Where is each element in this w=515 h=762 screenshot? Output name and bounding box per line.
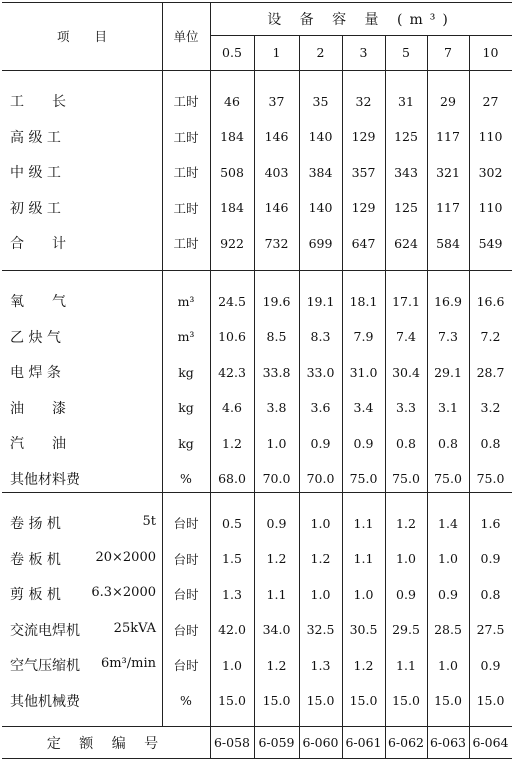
value-cell: 7.3 (438, 329, 458, 344)
value-cell: 1.3 (222, 586, 242, 602)
row-spec: 5t (142, 514, 156, 529)
quota-code: 6-061 (345, 735, 382, 750)
value-cell: 4.6 (222, 400, 242, 415)
capacity-header-5: 7 (444, 45, 452, 60)
row-unit: 工时 (173, 236, 199, 251)
value-cell: 140 (308, 129, 333, 144)
value-cell: 184 (220, 129, 244, 144)
value-cell: 922 (220, 235, 244, 251)
group-divider (2, 270, 512, 271)
row-spec: 25kVA (113, 620, 156, 636)
value-cell: 1.6 (480, 515, 501, 531)
row-unit: kg (178, 364, 194, 380)
value-cell: 1.2 (266, 551, 287, 566)
value-cell: 15.0 (476, 693, 505, 708)
value-cell: 17.1 (392, 293, 420, 309)
value-cell: 110 (478, 129, 503, 144)
row-unit: 工时 (173, 200, 199, 216)
value-cell: 125 (394, 200, 418, 215)
row-unit: % (180, 693, 192, 708)
row-name: 高 级 工 (10, 129, 61, 146)
value-cell: 30.5 (349, 622, 378, 637)
value-cell: 3.2 (480, 400, 501, 415)
value-cell: 0.9 (310, 435, 331, 451)
row-unit: 工时 (173, 94, 199, 109)
value-cell: 7.9 (353, 329, 374, 344)
value-cell: 117 (436, 200, 460, 215)
value-cell: 0.9 (438, 586, 458, 602)
value-cell: 1.1 (353, 515, 374, 531)
value-cell: 0.8 (438, 435, 458, 451)
value-cell: 68.0 (218, 471, 246, 486)
value-cell: 1.2 (310, 551, 331, 566)
value-cell: 146 (264, 129, 289, 144)
row-unit: 台时 (173, 658, 199, 673)
value-cell: 8.3 (310, 329, 331, 344)
value-cell: 24.5 (218, 293, 246, 309)
value-cell: 29.1 (434, 364, 462, 380)
row-name: 工 长 (10, 94, 66, 110)
value-cell: 0.9 (480, 551, 501, 566)
value-cell: 8.5 (266, 329, 287, 344)
row-name: 交流电焊机 (10, 622, 80, 639)
quota-code: 6-058 (213, 735, 251, 750)
value-cell: 129 (351, 129, 376, 144)
row-name: 剪 板 机 (10, 587, 61, 603)
value-cell: 3.3 (396, 400, 416, 415)
value-cell: 3.8 (266, 400, 287, 415)
quota-table (2, 2, 512, 759)
value-cell: 1.0 (266, 435, 287, 451)
row-unit: m³ (177, 329, 195, 344)
value-cell: 15.0 (306, 693, 335, 708)
header-unit: 单位 (173, 29, 199, 44)
value-cell: 19.6 (262, 293, 291, 309)
value-cell: 31.0 (349, 364, 378, 380)
value-cell: 508 (220, 164, 244, 180)
value-cell: 1.1 (396, 657, 416, 673)
row-unit: 台时 (173, 587, 199, 602)
value-cell: 0.9 (480, 657, 501, 673)
value-cell: 146 (264, 200, 289, 215)
value-cell: 1.2 (353, 657, 374, 673)
value-cell: 1.2 (222, 435, 242, 451)
value-cell: 1.2 (266, 657, 287, 673)
value-cell: 0.8 (396, 435, 416, 451)
value-cell: 29 (440, 93, 456, 109)
row-name: 油 漆 (10, 400, 66, 417)
value-cell: 302 (478, 164, 503, 180)
value-cell: 15.0 (349, 693, 378, 708)
capacity-header-2: 2 (316, 45, 325, 60)
value-cell: 321 (436, 164, 460, 180)
row-unit: 台时 (173, 551, 199, 567)
row-name: 空气压缩机 (10, 658, 80, 674)
value-cell: 32 (355, 93, 372, 109)
quota-code: 6-063 (429, 735, 467, 750)
capacity-header-0: 0.5 (222, 45, 242, 60)
value-cell: 16.6 (476, 293, 505, 309)
value-cell: 125 (394, 129, 418, 144)
value-cell: 647 (351, 235, 376, 251)
value-cell: 624 (394, 235, 418, 251)
value-cell: 0.9 (353, 435, 374, 451)
value-cell: 19.1 (306, 293, 335, 309)
quota-code: 6-064 (472, 735, 509, 750)
value-cell: 584 (436, 235, 460, 251)
value-cell: 117 (436, 129, 460, 144)
value-cell: 16.9 (434, 293, 462, 309)
value-cell: 549 (478, 235, 503, 251)
value-cell: 33.8 (262, 364, 291, 380)
value-cell: 1.0 (353, 586, 374, 602)
value-cell: 1.1 (266, 586, 287, 602)
value-cell: 10.6 (218, 329, 246, 344)
value-cell: 46 (224, 93, 240, 109)
header-bottom-border (2, 70, 512, 71)
row-unit: kg (178, 400, 194, 415)
value-cell: 140 (308, 200, 333, 215)
row-unit: 工时 (173, 165, 199, 180)
value-cell: 699 (308, 235, 333, 251)
row-name: 电 焊 条 (10, 365, 61, 381)
value-cell: 33.0 (306, 364, 335, 380)
value-cell: 75.0 (392, 471, 420, 486)
value-cell: 129 (351, 200, 376, 215)
value-cell: 30.4 (392, 364, 420, 380)
row-unit: 台时 (173, 516, 199, 531)
value-cell: 1.1 (353, 551, 374, 566)
value-cell: 29.5 (392, 622, 420, 637)
footer-label: 定 额 编 号 (46, 735, 166, 752)
value-cell: 3.4 (353, 400, 374, 415)
value-cell: 34.0 (262, 622, 291, 637)
header-capacity: 设 备 容 量 (m³) (267, 11, 455, 28)
capacity-header-1: 1 (272, 45, 281, 60)
value-cell: 15.0 (392, 693, 420, 708)
row-name: 氧 气 (10, 294, 66, 310)
value-cell: 7.2 (480, 329, 501, 344)
value-cell: 110 (478, 200, 503, 215)
value-cell: 0.9 (266, 515, 287, 531)
value-cell: 42.0 (218, 622, 246, 637)
row-name: 卷 板 机 (10, 551, 61, 568)
capacity-header-4: 5 (402, 45, 410, 60)
row-name: 中 级 工 (10, 165, 61, 181)
value-cell: 1.0 (396, 551, 416, 566)
row-spec: 20×2000 (95, 549, 156, 565)
value-cell: 37 (268, 93, 285, 109)
value-cell: 1.3 (310, 657, 331, 673)
value-cell: 732 (264, 235, 289, 251)
value-cell: 1.0 (310, 515, 331, 531)
value-cell: 0.9 (396, 586, 416, 602)
value-cell: 343 (394, 164, 418, 180)
row-unit: 台时 (173, 622, 199, 638)
value-cell: 15.0 (434, 693, 462, 708)
value-cell: 28.5 (434, 622, 462, 637)
value-cell: 31 (398, 93, 414, 109)
value-cell: 75.0 (434, 471, 462, 486)
value-cell: 15.0 (262, 693, 291, 708)
value-cell: 1.0 (310, 586, 331, 602)
row-name: 合 计 (10, 236, 66, 252)
row-spec: 6.3×2000 (91, 585, 156, 600)
value-cell: 7.4 (396, 329, 416, 344)
value-cell: 403 (264, 164, 289, 180)
row-name: 其他机械费 (10, 693, 80, 710)
value-cell: 42.3 (218, 364, 246, 380)
value-cell: 28.7 (476, 364, 505, 380)
value-cell: 18.1 (349, 293, 378, 309)
value-cell: 357 (351, 164, 376, 180)
row-unit: kg (178, 435, 194, 451)
value-cell: 1.4 (438, 515, 458, 531)
row-spec: 6m³/min (100, 656, 156, 671)
value-cell: 70.0 (262, 471, 291, 486)
value-cell: 1.0 (222, 657, 242, 673)
row-name: 初 级 工 (10, 200, 61, 217)
value-cell: 0.8 (480, 586, 501, 602)
header-item: 项 目 (56, 29, 107, 44)
quota-code: 6-059 (258, 735, 295, 750)
value-cell: 1.0 (438, 657, 458, 673)
value-cell: 15.0 (218, 693, 246, 708)
value-cell: 75.0 (476, 471, 505, 486)
row-name: 卷 扬 机 (10, 516, 61, 532)
row-unit: % (180, 471, 192, 486)
value-cell: 32.5 (306, 622, 335, 637)
value-cell: 384 (308, 164, 333, 180)
value-cell: 75.0 (349, 471, 378, 486)
value-cell: 0.8 (480, 435, 501, 451)
row-name: 其他材料费 (10, 471, 80, 488)
value-cell: 27 (482, 93, 499, 109)
value-cell: 70.0 (306, 471, 335, 486)
value-cell: 184 (220, 200, 244, 215)
value-cell: 27.5 (476, 622, 505, 637)
row-name: 乙 炔 气 (10, 329, 61, 346)
row-name: 汽 油 (10, 436, 66, 452)
quota-code: 6-062 (387, 735, 425, 750)
row-unit: m³ (177, 293, 195, 309)
capacity-header-6: 10 (482, 45, 499, 60)
value-cell: 1.2 (396, 515, 416, 531)
value-cell: 1.0 (438, 551, 458, 566)
capacity-header-3: 3 (359, 45, 368, 60)
value-cell: 3.1 (438, 400, 458, 415)
row-unit: 工时 (173, 129, 199, 145)
value-cell: 0.5 (222, 515, 242, 531)
value-cell: 3.6 (310, 400, 331, 415)
value-cell: 35 (312, 93, 329, 109)
quota-code: 6-060 (302, 735, 339, 750)
value-cell: 1.5 (222, 551, 242, 566)
